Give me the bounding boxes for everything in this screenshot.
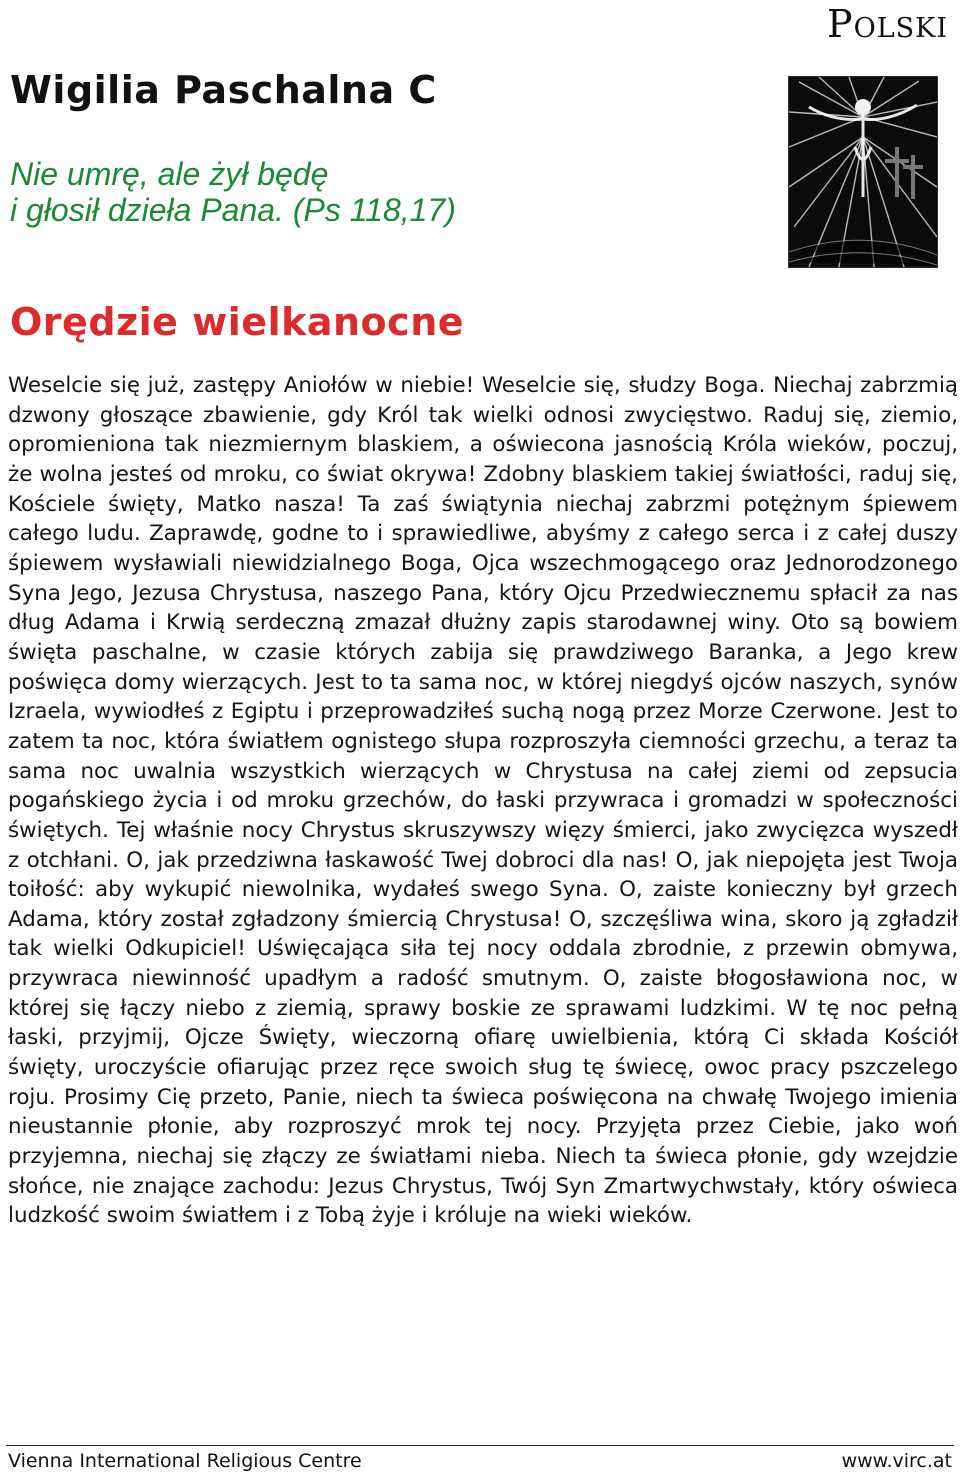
scripture-verse <box>10 156 456 228</box>
footer-organization: Vienna International Religious Centre <box>8 1450 362 1472</box>
crucifixion-artwork-icon <box>788 76 938 268</box>
verse-line-1: Nie umrę, ale żył będę <box>10 156 329 192</box>
page-title: Wigilia Paschalna C <box>10 68 437 112</box>
footer-divider <box>6 1445 954 1446</box>
body-text: Weselcie się już, zastępy Aniołów w niebie! Weselcie się, słudzy Boga. Niechaj zabrzmią dzwony głoszące zbawienie, gdy Król tak wielki odnosi zwycięstwo. Raduj się, ziemio, opromieniona tak niezmiernym blaskiem, a oświecona jasnością Króla wieków, poczuj, że wolna jesteś od mroku, co świat okrywa! Zdobny blaskiem takiej światłości, raduj się, Kościele święty, Matko nasza! Ta zaś świątynia niechaj zabrzmi potężnym śpiewem całego ludu. Zaprawdę, godne to i sprawiedliwe, abyśmy z całego serca i z całej duszy śpiewem wysławiali niewidzialnego Boga, Ojca wszechmogącego oraz Jednorodzonego Syna Jego, Jezusa Chrystusa, naszego Pana, który Ojcu Przedwiecznemu spłacił za nas dług Adama i Krwią serdeczną zmazał dłużny zapis starodawnej winy. Oto są bowiem święta paschalne, w czasie których zabija się prawdziwego Baranka, a Jego krew poświęca domy wierzących. Jest to ta sama noc, w której niegdyś ojców naszych, synów Izraela, wywiodłeś z Egiptu i przeprowadziłeś suchą nogą przez Morze Czerwone. Jest to zatem ta noc, która światłem ognistego słupa rozproszyła ciemności grzechu, a teraz ta sama noc uwalnia wszystkich wierzących w Chrystusa na całej ziemi od zepsucia pogańskiego życia i od mroku grzechów, do łaski przywraca i gromadzi w społeczności świętych. Tej właśnie nocy Chrystus skruszywszy więzy śmierci, jako zwycięzca wyszedł z otchłani. O, jak przedziwna łaskawość Twej dobroci dla nas! O, jak niepojęta jest Twoja toiłość: aby wykupić niewolnika, wydałeś swego Syna. O, zaiste konieczny był grzech Adama, który został zgładzony śmiercią Chrystusa! O, szczęśliwa wina, skoro ją zgładził tak wielki Odkupiciel! Uświęcająca siła tej nocy oddala zbrodnie, z przewin obmywa, przywraca niewinność upadłym a radość smutnym. O, zaiste błogosławiona noc, w której się łączy niebo z ziemią, sprawy boskie ze sprawami ludzkimi. W tę noc pełną łaski, przyjmij, Ojcze Święty, wieczorną ofiarę uwielbienia, którą Ci składa Kościół święty, uroczyście ofiarując przez ręce swoich sług tę świecę, owoc pracy pszczelego roju. Prosimy Cię przeto, Panie, niech ta świeca poświęcona na chwałę Twojego imienia nieustannie płonie, aby rozproszyć mrok tej nocy. Przyjęta przez Ciebie, jako woń przyjemna, niechaj się złączy ze światłami nieba. Niech ta świeca płonie, gdy wzejdzie słońce, nie znające zachodu: Jezus Chrystus, Twój Syn Zmartwychwstały, który oświeca ludzkość swoim światłem i z Tobą żyje i króluje na wieki wieków. <box>8 373 958 1229</box>
verse-line-2: i głosił dzieła Pana. (Ps 118,17) <box>10 192 456 228</box>
footer-website-link[interactable]: www.virc.at <box>841 1450 952 1472</box>
language-label: Polski <box>827 2 948 46</box>
section-title: Orędzie wielkanocne <box>10 300 465 344</box>
